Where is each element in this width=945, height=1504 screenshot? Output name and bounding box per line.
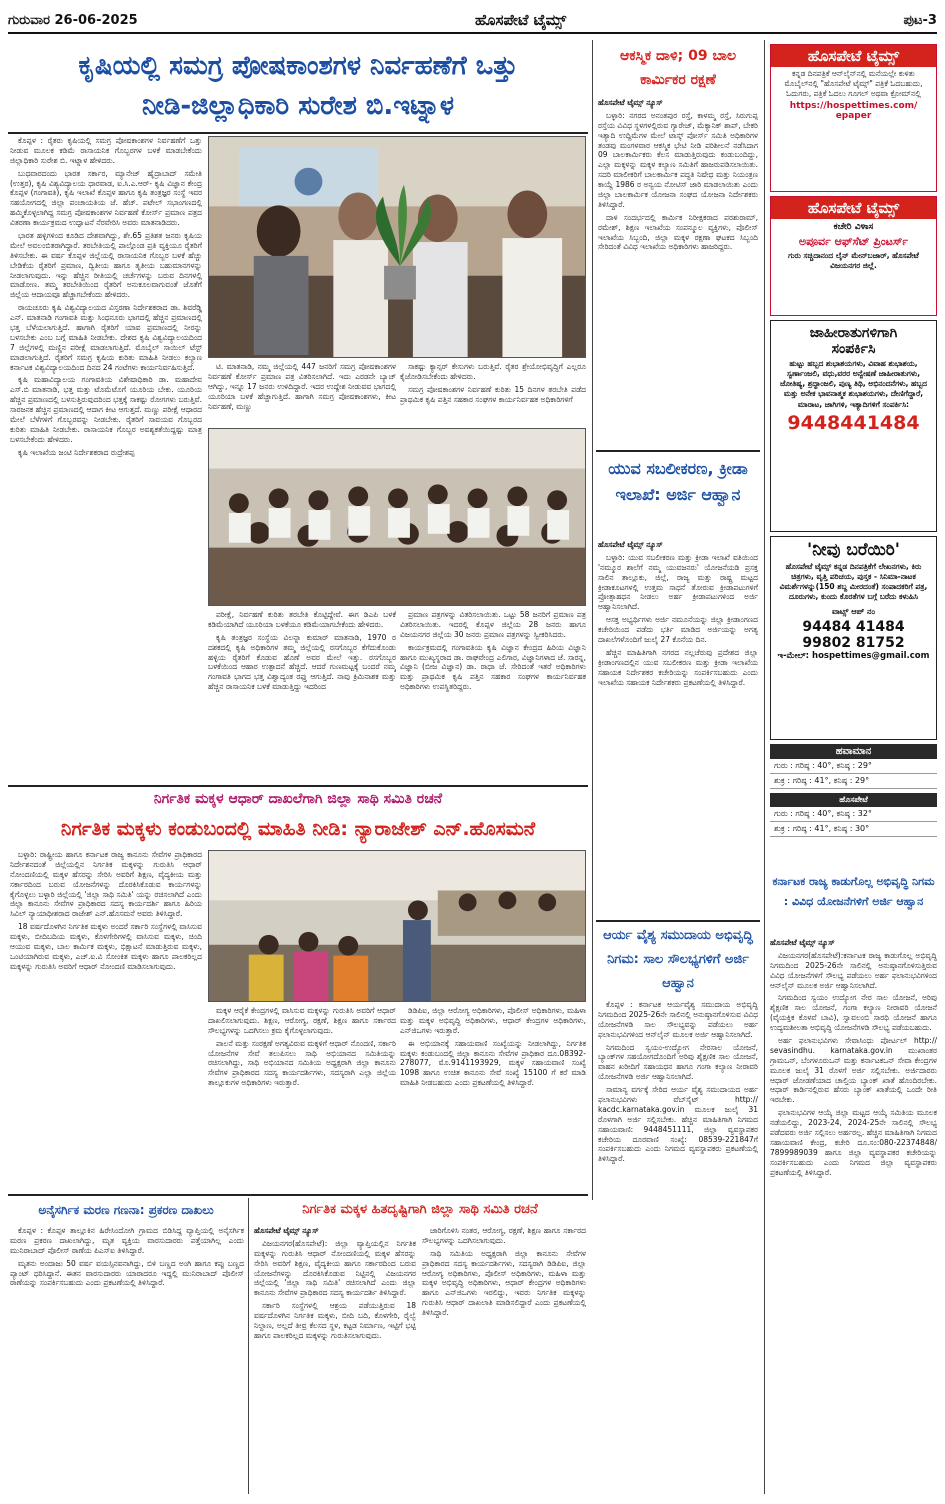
article-paragraph: ಡಿಡಿಪಿಐ, ಜಿಲ್ಲಾ ಆರೋಗ್ಯ ಅಧಿಕಾರಿಗಳು, ಪೊಲೀಸ್ ಅಧಿಕಾರಿಗಳು, ಮಹಿಳಾ ಮತ್ತು ಮಕ್ಕಳ ಅಭಿವೃದ್ಧಿ ಅಧಿಕಾರಿಗಳು, ಆಧಾರ್ ಕೇಂದ್ರಗಳ ಅಧಿಕಾರಿಗಳು, ಎನ್‌ಜಿಒಗಳು ಇರುತ್ತಾರೆ. [400, 1006, 586, 1035]
article-paragraph: ಪಾಲನೆ ಮತ್ತು ಸಂರಕ್ಷಣೆ ಅಗತ್ಯವಿರುವ ಮಕ್ಕಳಿಗೆ ಆಧಾರ್ ನೊಂದಣಿ, ಸರ್ಕಾರಿ ಯೋಜನೆಗಳ ಸೇವೆ ತಲುಪಿಸಲು ಸಾಥಿ ಅಭಿಯಾನದ ಸಮಿತಿಯನ್ನು ರಚಿಸಲಾಗಿದ್ದು, ಸಾಥಿ ಅಭಿಯಾನದ ಸಮಿತಿಯ ಅಧ್ಯಕ್ಷರಾಗಿ ಜಿಲ್ಲಾ ಕಾನೂನು ಸೇವೆಗಳ ಪ್ರಾಧಿಕಾರದ ಸದಸ್ಯ ಕಾರ್ಯದರ್ಶಿಗಳು, ಸದಸ್ಯರಾಗಿ ಎಲ್ಲಾ ಜಿಲ್ಲೆಯ ತಾಲ್ಲೂಕುಗಳ ಅಧಿಕಾರಿಗಳು ಇರುತ್ತಾರೆ. [208, 1038, 396, 1088]
article-paragraph: ಹೆಚ್ಚಿನ ಮಾಹಿತಿಗಾಗಿ ನಗರದ ನಲ್ಲಚೆರುವು ಪ್ರದೇಶದ ಜಿಲ್ಲಾ ಕ್ರೀಡಾಂಗಣದಲ್ಲಿನ ಯುವ ಸಬಲೀಕರಣ ಮತ್ತು ಕ್ರೀಡಾ ಇಲಾಖೆಯ ಸಹಾಯಕ ನಿರ್ದೇಶಕರ ಕಚೇರಿಯನ್ನು ಸಂಪರ್ಕಿಸಬಹುದು ಎಂದು ಇಲಾಖೆಯ ಸಹಾಯಕ ನಿರ್ದೇಶಕರು ಪ್ರಕಟಣೆಯಲ್ಲಿ ತಿಳಿಸಿದ್ದಾರೆ. [598, 647, 758, 687]
ads-contact-label: ಸಂಪರ್ಕಿಸಿ [831, 341, 876, 357]
article-paragraph: ಸರ್ಕಾರಿ ಸಂಸ್ಥೆಗಳಲ್ಲಿ ಆಶ್ರಯ ಪಡೆಯುತ್ತಿರುವ 18 ವರ್ಷದೊಳಗಿನ ನಿರ್ಗತಿಕ ಮಕ್ಕಳು, ಬೀದಿ ಬದಿ, ಕೊಳಗೇರಿ, ರೈಲ್ವೆ ನಿಲ್ದಾಣ, ಅಲ್ಲದೆ ತೀವ್ರ ಕೆಲಸದ ಸ್ಥಳ, ಕಟ್ಟಡ ನಿರ್ಮಾಣ, ಇಟ್ಟಿಗೆ ಭಟ್ಟಿ ಹಾಗೂ ಪಾಲಕರಿಲ್ಲದ ಮಕ್ಕಳನ್ನು ಗುರುತಿಸಲಾಗುವುದು. [254, 1301, 416, 1340]
yuva-body [598, 540, 758, 916]
lead-column-3a [400, 362, 586, 424]
office-address: ಗುರು ಸಚ್ಚಿದಾನಂದ ಲೈನ್ ಮೇನ್‌ಬಜಾರ್, ಹೊಸಪೇಟೆ ವಿಜಯನಗರ ಜಿಲ್ಲೆ. [788, 251, 919, 271]
epaper-url[interactable]: https://hospettimes.com/ epaper [789, 101, 918, 122]
article-paragraph: ಹೊಸಪೇಟೆ ಟೈಮ್ಸ್ ನ್ಯೂಸ್ [770, 938, 835, 947]
article-paragraph: ಕೃಷಿ ಮಹಾವಿದ್ಯಾಲಯ ಗಂಗಾವತಿಯ ವಿಶೇಷಾಧಿಕಾರಿ ಡಾ. ಮಹಾದೇವ ಎಸ್.ಬಿ ಮಾತನಾಡಿ, ಭತ್ತ ಮತ್ತು ಟೊಮೆಟೊಗೆ ಯೂರಿಯ ಬೇಕು. ಯೂರಿಯ ಹೆಚ್ಚಿನ ಪ್ರಮಾಣದಲ್ಲಿ ಬಳಸುತ್ತಿರುವುದರಿಂದ ಭತ್ತಕ್ಕೆ ಸಾಕಷ್ಟು ರೋಗಗಳು ಬರುತ್ತಿವೆ. ಸಾರಜನಕ ಹೆಚ್ಚಿನ ಪ್ರಮಾಣದಲ್ಲಿ ಆದಾಗ ಕೀಟ ಆಗುತ್ತದೆ. ಮಣ್ಣು ಪರೀಕ್ಷೆ ಆಧಾರದ ಮೇಲೆ ಬೆಳೆಗಳಿಗೆ ಗೊಬ್ಬರವನ್ನು ನೀಡಬೇಕು. ರೈತರಿಗೆ ಸಾವಯವ ಗೊಬ್ಬರದ ಕುರಿತು ಮಾಹಿತಿ ನೀಡಬೇಕು. ರಾಸಾಯನಿಕ ಗೊಬ್ಬರ ಅವಶ್ಯಕತೆಯಿದ್ದಷ್ಟು ಮಾತ್ರ ಬಳಸಬೇಕೆಂದು ಹೇಳಿದರು. [10, 375, 202, 444]
kadu-body [770, 938, 937, 1494]
article-paragraph: ವಿಜಯನಗರ(ಹೊಸಪೇಟೆ):ಕರ್ನಾಟಕ ರಾಜ್ಯ ಕಾಡುಗೊಲ್ಲ ಅಭಿವೃದ್ಧಿ ನಿಗಮದಿಂದ 2025-26ನೇ ಸಾಲಿನಲ್ಲಿ ಅನುಷ್ಠಾನಗೊಳಿಸುತ್ತಿರುವ ವಿವಿಧ ಯೋಜನೆಗಳಿಗೆ ಸೌಲಭ್ಯ ಪಡೆಯಲು ಅರ್ಹ ಫಲಾನುಭವಿಗಳಿಂದ ಆನ್‌ಲೈನ್ ಮೂಲಕ ಅರ್ಜಿ ಆಹ್ವಾನಿಸಲಾಗಿದೆ. [770, 950, 937, 990]
lead-headline-line2: ನೀಡಿ-ಜಿಲ್ಲಾಧಿಕಾರಿ ಸುರೇಶ ಬಿ.ಇಟ್ನಾಳ [142, 91, 454, 121]
epaper-ad-banner: ಹೊಸಪೇಟೆ ಟೈಮ್ಸ್ [771, 45, 936, 67]
child-column-1 [10, 850, 202, 1190]
child-column-2 [208, 1006, 396, 1190]
article-paragraph: ಮಕ್ಕಳ ಆರೈಕೆ ಕೇಂದ್ರಗಳಲ್ಲಿ ವಾಸಿಸುವ ಮಕ್ಕಳನ್ನು ಗುರುತಿಸಿ ಅವರಿಗೆ ಆಧಾರ್ ದಾಖಲಿಸಲಾಗುವುದು. ಶಿಕ್ಷಣ, ಆರೋಗ್ಯ, ರಕ್ಷಣೆ, ಶಿಕ್ಷಣ ಹಾಗೂ ಸರ್ಕಾರದ ಸೌಲಭ್ಯಗಳನ್ನು ಒದಗಿಸಲು ಕ್ರಮ ಕೈಗೊಳ್ಳಲಾಗುವುದು. [208, 1006, 396, 1035]
write-phone-2[interactable]: 99802 81752 [802, 635, 905, 652]
article-paragraph: ಕೃಷಿ ಇಲಾಖೆಯ ಜಂಟಿ ನಿರ್ದೇಶಕರಾದ ರುದ್ರೇಶಪ್ಪ [18, 447, 135, 457]
article-paragraph: ವಿಜಯನಗರ(ಹೊಸಪೇಟೆ): ಜಿಲ್ಲಾ ವ್ಯಾಪ್ತಿಯಲ್ಲಿನ ನಿರ್ಗತಿಕ ಮಕ್ಕಳನ್ನು ಗುರುತಿಸಿ ಆಧಾರ್ ನೋಂದಣಿಯಲ್ಲಿ ಮಕ್ಕಳ ಹೆಸರನ್ನು ಸೇರಿಸಿ ಅವರಿಗೆ ಶಿಕ್ಷಣ, ವೈದ್ಯಕೀಯ ಹಾಗೂ ಸರ್ಕಾರದಿಂದ ಬರುವ ಯೋಜನೆಗಳನ್ನು ದೊರಕಿಸಿಕೊಡುವ ನಿಟ್ಟಿನಲ್ಲಿ ವಿಜಯನಗರ ಜಿಲ್ಲೆಯಲ್ಲಿ 'ಜಿಲ್ಲಾ ಸಾಥಿ ಸಮಿತಿ' ರಚಿಸಲಾಗಿದೆ ಎಂದು ಜಿಲ್ಲಾ ಕಾನೂನು ಸೇವೆಗಳ ಪ್ರಾಧಿಕಾರದ ಸದಸ್ಯ ಕಾರ್ಯದರ್ಶಿ ತಿಳಿಸಿದ್ದಾರೆ. [254, 1238, 416, 1298]
article-paragraph: ಸಮಗ್ರ ಪೋಷಕಾಂಶಗಳ ನಿರ್ವಹಣೆ ಕುರಿತು 15 ದಿನಗಳ ತರಬೇತಿ ಪಡೆದ ಪ್ರಾಥಮಿಕ ಕೃಷಿ ಪತ್ತಿನ ಸಹಕಾರ ಸಂಘಗಳ ಕಾರ್ಯನಿರ್ವಹಕ ಅಧಿಕಾರಿಗಳಿಗೆ [400, 384, 586, 404]
kadu-headline: ಕರ್ನಾಟಕ ರಾಜ್ಯ ಕಾಡುಗೊಲ್ಲ ಅಭಿವೃದ್ಧಿ ನಿಗಮ : ವಿವಿಧ ಯೋಜನೆಗಳಿಗೆ ಅರ್ಜಿ ಆಹ್ವಾನ [772, 875, 935, 908]
write-phone-1[interactable]: 94484 41484 [802, 619, 905, 636]
article-paragraph: ನಿಗಮದಿಂದ ಸ್ವಯಂ ಉದ್ಯೋಗ ನೇರ ಸಾಲ ಯೋಜನೆ, ಅರಿವು ಶೈಕ್ಷಣಿಕ ಸಾಲ ಯೋಜನೆ, ಗಂಗಾ ಕಲ್ಯಾಣ ನೀರಾವರಿ ಯೋಜನೆ (ವೈಯಕ್ತಿಕ ಕೊಳವೆ ಬಾವಿ), ಸ್ವಾವಲಂಬಿ ಸಾರಥಿ ಯೋಜನೆ ಹಾಗೂ ಉದ್ಯಮಶೀಲತಾ ಅಭಿವೃದ್ಧಿ ಯೋಜನೆಗಳಡಿ ಸೌಲಭ್ಯ ಪಡೆಯಬಹುದು. [770, 993, 937, 1033]
article-paragraph: ಹೊಸಪೇಟೆ ಟೈಮ್ಸ್ ನ್ಯೂಸ್ [598, 98, 663, 107]
lead-column-1 [10, 136, 202, 781]
lead-column-3b [400, 610, 586, 781]
write-text: ಹೊಸಪೇಟೆ ಟೈಮ್ಸ್ ಕನ್ನಡ ದಿನಪತ್ರಿಕೆಗೆ ಲೇಖನಗಳು, ಕಿರು ಚಿತ್ರಗಳು, ವೃತ್ತಿ ಪರಿಚಯ, ಪುಸ್ತಕ - ಸಿನಿಮಾ-ನಾಟಕ ವಿಮರ್ಶೆಗಳನ್ನು(150 ಶಬ್ದ ಮೀರದಂತೆ) ಸಂಪಾದಕರಿಗೆ ಪತ್ರ, ದೂರುಗಳು, ಕುಂದು ಕೊರತೆಗಳ ಬಗ್ಗೆ ಬರೆದು ಕಳುಹಿಸಿ [779, 562, 928, 602]
epaper-ad-text: ಕನ್ನಡ ದಿನಪತ್ರಿಕೆ ಆನ್‌ಲೈನ್‌ನಲ್ಲಿ ಮನೆಯಲ್ಲೇ ಕುಳಿತು ಮೊಬೈಲ್‌ನಲ್ಲಿ "ಹೊಸಪೇಟೆ ಟೈಮ್ಸ್" ಪತ್ರಿಕೆ ಓದಬಹುದು, ಓದುಗರು, ಪತ್ರಿಕೆ ಓದಲು ಗೂಗಲ್ ಅಥವಾ ಕ್ರೋಮ್‌ನಲ್ಲಿ [784, 69, 923, 99]
article-paragraph: 18 ವರ್ಷದೊಳಗಿನ ನಿರ್ಗತಿಕ ಮಕ್ಕಳು ಅಂದರೆ ಸರ್ಕಾರಿ ಸಂಸ್ಥೆಗಳಲ್ಲಿ ವಾಸಿಸುವ ಮಕ್ಕಳು, ಬೀದಿಬದಿಯ ಮಕ್ಕಳು, ಕೊಳಗೇರಿಗಳಲ್ಲಿ ವಾಸಿಸುವ ಮಕ್ಕಳು, ಚಿಂದಿ ಆಯುವ ಮಕ್ಕಳು, ಬಾಲ ಕಾರ್ಮಿಕ ಮಕ್ಕಳು, ಭಿಕ್ಷಾಟನೆ ಮಾಡುತ್ತಿರುವ ಮಕ್ಕಳು, ಒಂಟಿಯಾಗಿರುವ ಮಕ್ಕಳು, ಎಚ್.ಐ.ವಿ ಸೋಂಕಿತ ಮಕ್ಕಳು ಹಾಗೂ ಪಾಲಕರಿಲ್ಲದ ಮಕ್ಕಳನ್ನು ಗುರುತಿಸಿ ಅವರಿಗೆ ಆಧಾರ್ ನೋಂದಣಿ ಮಾಡಿಸಲಾಗುವುದು. [10, 922, 202, 971]
paper-name: ಹೊಸಪೇಟೆ ಟೈಮ್ಸ್ [474, 11, 567, 29]
article-paragraph: ಬಳ್ಳಾರಿ: ರಾಷ್ಟ್ರೀಯ ಹಾಗೂ ಕರ್ನಾಟಕ ರಾಜ್ಯ ಕಾನೂನು ಸೇವೆಗಳ ಪ್ರಾಧಿಕಾರದ ನಿರ್ದೇಶನದಂತೆ ಜಿಲ್ಲೆಯಲ್ಲಿನ ನಿರ್ಗತಿಕ ಮಕ್ಕಳನ್ನು ಗುರುತಿಸಿ ಆಧಾರ್ ನೋಂದಣಿಯಲ್ಲಿ ಮಕ್ಕಳ ಹೆಸರನ್ನು ಸೇರಿಸಿ ಅವರಿಗೆ ಶಿಕ್ಷಣ, ವೈದ್ಯಕೀಯ ಮತ್ತು ಸರ್ಕಾರದಿಂದ ಬರುವ ಯೋಜನೆಗಳನ್ನು ದೊರಕಿಸಿಕೊಡುವ ಕಾರ್ಯಗಳನ್ನು ಕೈಗೊಳ್ಳಲು ಬಳ್ಳಾರಿ ಜಿಲ್ಲೆಯಲ್ಲಿ 'ಜಿಲ್ಲಾ ಸಾಥಿ ಸಮಿತಿ' ಯನ್ನು ರಚಿಸಲಾಗಿದೆ ಎಂದು ಜಿಲ್ಲಾ ಕಾನೂನು ಸೇವೆಗಳ ಪ್ರಾಧಿಕಾರದ ಸದಸ್ಯ ಕಾರ್ಯದರ್ಶಿ ಹಾಗೂ ಹಿರಿಯ ಸಿವಿಲ್ ನ್ಯಾಯಾಧೀಶರಾದ ರಾಜೇಶ್ ಎನ್.ಹೊಸಮನೆ ಅವರು ತಿಳಿಸಿದ್ದಾರೆ. [10, 850, 202, 919]
article-paragraph: ಪ್ರಮಾಣ ಪತ್ರಗಳನ್ನು ವಿತರಿಸಲಾಯಿತು. ಒಟ್ಟು 58 ಜನರಿಗೆ ಪ್ರಮಾಣ ಪತ್ರ ವಿತರಿಸಲಾಯಿತು. ಇದರಲ್ಲಿ ಕೊಪ್ಪಳ ಜಿಲ್ಲೆಯ 28 ಜನರು ಹಾಗೂ ವಿಜಯನಗರ ಜಿಲ್ಲೆಯ 30 ಜನರು ಪ್ರಮಾಣ ಪತ್ರಗಳನ್ನು ಸ್ವೀಕರಿಸಿದರು. [400, 610, 586, 639]
office-ad [770, 196, 937, 316]
article-paragraph: ಸಾಕಷ್ಟು ಕ್ಯಾನ್ಸರ್ ಕೇಸುಗಳು ಬರುತ್ತಿವೆ. ರೈತರ ಶ್ರೇಯೋಭಿವೃದ್ಧಿಗೆ ಎಲ್ಲರೂ ಕೈಜೋಡಿಸಬೇಕೆಂದು ಹೇಳಿದರು. [400, 362, 586, 381]
page-number: ಪುಟ-3 [903, 12, 937, 28]
write-title: 'ನೀವು ಬರೆಯಿರಿ' [807, 540, 900, 560]
ads-title: ಜಾಹೀರಾತುಗಳಿಗಾಗಿ [809, 325, 898, 341]
weather-city: ಹೊಸಪೇಟೆ [770, 793, 937, 807]
article-paragraph: ಕೊಪ್ಪಳ : ರೈತರು ಕೃಷಿಯಲ್ಲಿ ಸಮಗ್ರ ಪೋಷಕಾಂಶಗಳ ನಿರ್ವಹಣೆಗೆ ಒತ್ತು ನೀಡುವ ಮೂಲಕ ಕಡಿಮೆ ರಾಸಾಯನಿಕ ಗೊಬ್ಬರಗಳ ಬಳಕೆ ಮಾಡಬೇಕೆಂದು ಜಿಲ್ಲಾಧಿಕಾರಿ ಸುರೇಶ ಬಿ. ಇಟ್ನಾಳ ಹೇಳಿದರು. [10, 136, 202, 165]
lead-photo-plant-ceremony [208, 136, 586, 358]
office-name: ಅಪೂರ್ವ ಆಫ್‌ಸೆಟ್ ಪ್ರಿಂಟರ್ಸ್ [798, 235, 909, 249]
article-paragraph: ಆಸಕ್ತ ಅಭ್ಯರ್ಥಿಗಳು ಅರ್ಜಿ ನಮೂನೆಯನ್ನು ಜಿಲ್ಲಾ ಕ್ರೀಡಾಂಗಣದ ಕಚೇರಿಯಿಂದ ಪಡೆದು ಭರ್ತಿ ಮಾಡಿದ ಅರ್ಜಿಯನ್ನು ಅಗತ್ಯ ದಾಖಲೆಗಳೊಂದಿಗೆ ಜುಲೈ 27 ಕೊನೆಯ ದಿನ. [598, 615, 758, 645]
article-paragraph: ಬುಧವಾರದಂದು ಭಾರತ ಸರ್ಕಾರ, ಮ್ಯಾನೇಜ್ ಹೈದ್ರಾಬಾದ್ ಸಮೇತಿ (ಉತ್ತರ), ಕೃಷಿ ವಿಶ್ವವಿದ್ಯಾಲಯ ಧಾರವಾಡ, ಐ.ಸಿ.ಎ.ಆರ್- ಕೃಷಿ ವಿಜ್ಞಾನ ಕೇಂದ್ರ ಕೊಪ್ಪಳ (ಗಂಗಾವತಿ), ಕೃಷಿ ಇಲಾಖೆ ಕೊಪ್ಪಳ ಹಾಗೂ ಕೃಷಿ ತಂತ್ರಜ್ಞರ ಸಂಸ್ಥೆ ಇವರ ಸಹಯೋಗದಲ್ಲಿ ಜಿಲ್ಲಾ ಪಂಚಾಯತಿಯ ಜೆ. ಹೆಚ್. ಪಟೇಲ್ ಸಭಾಂಗಣದಲ್ಲಿ ಹಮ್ಮಿಕೊಳ್ಳಲಾಗಿದ್ದ ಸಮಗ್ರ ಪೋಷಕಾಂಶಗಳ ನಿರ್ವಹಣೆ ಕೋರ್ಸ್ ಪ್ರಮಾಣ ಪತ್ರದ ವಿತರಣಾ ಕಾರ್ಯಕ್ರಮದ ಉದ್ಘಾಟನೆ ನೆರವೇರಿಸಿ ಅವರು ಮಾತನಾಡಿದರು. [10, 168, 202, 228]
weather-box [770, 744, 937, 866]
article-paragraph: ಕೃಷಿ ತಂತ್ರಜ್ಞರ ಸಂಸ್ಥೆಯ ವಿಲನ್ನಾ ಕುಮಾರ್ ಮಾತನಾಡಿ, 1970 ರ ದಶಕದಲ್ಲಿ ಕೃಷಿ ಅಧಿಕಾರಿಗಳ ತಮ್ಮ ಜಿಲ್ಲೆಯಲ್ಲಿ ರಸಗೊಬ್ಬರ ಕೆಗೆದುಕೊಂಡು ಹಳ್ಳಿಯ ರೈತರಿಗೆ ಕೊಡುವ ಹೊಣೆ ಅವರ ಮೇಲೆ ಇತ್ತು. ರಸಗೊಬ್ಬರ ಬಳಕೆಯಿಂದ ಆಹಾರ ಉತ್ಪಾದನೆ ಹೆಚ್ಚಿದೆ. ಆದರೆ ಗುಣಮಟ್ಟಕ್ಕೆ ಬಂದರೆ ನಮ್ಮ ಗಂಗಾವತಿ ಭಾಗದ ಭತ್ತ ವಿಶ್ವಾದ್ಯಂತ ರಫ್ತು ಆಗುತ್ತಿದೆ. ನಾವು ಕ್ರಿಮಿನಾಶಕ ಮತ್ತು ಹೆಚ್ಚಿನ ರಾಸಾಯನಿಕ ಬಳಕೆ ಮಾಡುತ್ತಿದ್ದು ಇದರಿಂದ [208, 632, 396, 692]
unnatural-headline: ಅನೈಸರ್ಗಿಕ ಮರಣ ಗಣನಾ: ಪ್ರಕರಣ ದಾಖಲು [38, 1203, 214, 1217]
arya-headline: ಆರ್ಯ ವೈಶ್ಯ ಸಮುದಾಯ ಅಭಿವೃದ್ಧಿ ನಿಗಮ: ಸಾಲ ಸೌಲಭ್ಯಗಳಿಗೆ ಅರ್ಜಿ ಆಹ್ವಾನ [603, 928, 753, 991]
lead-column-2a [208, 362, 396, 424]
article-paragraph: ಫಲಾನುಭವಿಗಳ ಆಯ್ಕೆ ಜಿಲ್ಲಾ ಮಟ್ಟದ ಆಯ್ಕೆ ಸಮಿತಿಯ ಮೂಲಕ ನಡೆಯಲಿದ್ದು, 2023-24, 2024-25ನೇ ಸಾಲಿನಲ್ಲಿ ಸೌಲಭ್ಯ ಪಡೆದವರು ಅರ್ಜಿ ಸಲ್ಲಿಸಲು ಅರ್ಹರಲ್ಲ. ಹೆಚ್ಚಿನ ಮಾಹಿತಿಗಾಗಿ ನಿಗಮದ ಸಹಾಯವಾಣಿ ಕೇಂದ್ರ, ಕಚೇರಿ ದೂ.ಸಂ:080-22374848/ 7899989039 ಹಾಗೂ ಜಿಲ್ಲಾ ವ್ಯವಸ್ಥಾಪಕರ ಕಚೇರಿಯನ್ನು ಸಂಪರ್ಕಿಸಬಹುದು ಎಂದು ನಿಗಮದ ಜಿಲ್ಲಾ ವ್ಯವಸ್ಥಾಪಕರು ಪ್ರಕಟಣೆಯಲ್ಲಿ ತಿಳಿಸಿದ್ದಾರೆ. [770, 1108, 937, 1177]
lead-column-2b [208, 610, 396, 781]
article-paragraph: ಮೃತನು ಅಂದಾಜು 50 ವರ್ಷ ವಯಸ್ಸಿನವನಾಗಿದ್ದು, ಬಿಳಿ ಬಣ್ಣದ ಅಂಗಿ ಹಾಗೂ ಕಪ್ಪು ಬಣ್ಣದ ಪ್ಯಾಂಟ್ ಧರಿಸಿದ್ದಾನೆ. ಈತನ ವಾರಸುದಾರರು ಯಾರಾದರೂ ಇದ್ದಲ್ಲಿ ಮುನಿರಾಬಾದ್ ಪೊಲೀಸ್ ಠಾಣೆಯನ್ನು ಸಂಪರ್ಕಿಸಬಹುದು ಎಂದು ಪ್ರಕಟಣೆಯಲ್ಲಿ ತಿಳಿಸಿದ್ದಾರೆ. [10, 1258, 244, 1288]
child-photo-meeting [208, 850, 586, 1002]
saathi-column-2 [422, 1226, 586, 1494]
child-column-3 [400, 1006, 586, 1190]
article-paragraph: ಟಿ. ಮಾತನಾಡಿ, ನಮ್ಮ ಜಿಲ್ಲೆಯಲ್ಲಿ 447 ಜನರಿಗೆ ಸಮಗ್ರ ಪೋಷಕಾಂಶಗಳ ನಿರ್ವಹಣೆ ಕೋರ್ಸ್ ಪ್ರಮಾಣ ಪತ್ರ ವಿತರಿಸಲಾಗಿದೆ. ಇದು ಎರಡನೇ ಬ್ಯಾಚ್ ಆಗಿದ್ದು, ಇನ್ನೂ 17 ಜನರು ಉಳಿದಿದ್ದಾರೆ. ಇದರ ಉದ್ದೇಶ ನೀಡುವವ ಭಾಗದಲ್ಲಿ ಯೂರಿಯಾ ಬಳಕೆ ಹೆಚ್ಚಾಗುತ್ತಿದೆ. ಹಾಗಾಗಿ ಸಮಗ್ರ ಪೋಷಕಾಂಶಗಳು, ಕೀಟ ನಿರ್ವಹಣೆ, ಮಣ್ಣು [208, 362, 396, 411]
article-paragraph: ಬಳ್ಳಾರಿ: ಯುವ ಸಬಲೀಕರಣ ಮತ್ತು ಕ್ರೀಡಾ ಇಲಾಖೆ ವತಿಯಿಂದ 'ನಮ್ಮೂರ ಶಾಲೆಗೆ ನಮ್ಮ ಯುವಜನರು' ಯೋಜನೆಯಡಿ ಪ್ರಸಕ್ತ ಸಾಲಿನ ತಾಲ್ಲೂಕು, ಜಿಲ್ಲೆ, ರಾಜ್ಯ ಮತ್ತು ರಾಷ್ಟ್ರ ಮಟ್ಟದ ಕ್ರೀಡಾಕೂಟಗಳಲ್ಲಿ ಉತ್ತಮ ಸಾಧನೆ ತೋರುವ ಕ್ರೀಡಾಪಟುಗಳಿಗೆ ಪ್ರೋತ್ಸಾಹಧನ ನೀಡಲು ಅರ್ಹ ಕ್ರೀಡಾಪಟುಗಳಿಂದ ಅರ್ಜಿ ಆಹ್ವಾನಿಸಲಾಗಿದೆ. [598, 552, 758, 612]
article-paragraph: ಪರೀಕ್ಷೆ, ನಿರ್ವಹಣೆ ಕುರಿತು ತರಬೇತಿ ಕೊಟ್ಟಿದ್ದೇವೆ. ಈಗ ಡಿಎಪಿ ಬಳಕೆ ಕಡಿಮೆಯಾಗಿದೆ ಯೂರಿಯಾ ಬಳಕೆಯೂ ಕಡಿಮೆಯಾಗಬೇಕೆಂದು ಹೇಳಿದರು. [208, 610, 396, 629]
weather-row: ಗುರು : ಗರಿಷ್ಠ : 40°, ಕನಿಷ್ಠ : 32° [770, 807, 937, 822]
unnatural-body [10, 1226, 244, 1494]
yuva-headline: ಯುವ ಸಬಲೀಕರಣ, ಕ್ರೀಡಾ ಇಲಾಖೆ: ಅರ್ಜಿ ಆಹ್ವಾನ [608, 459, 748, 504]
article-paragraph: ಭಾರತ ಹಳ್ಳಿಗಳಿಂದ ಕೂಡಿದ ದೇಶವಾಗಿದ್ದು, ಶೇ.65 ಪ್ರತಿಶತ ಜನರು ಕೃಷಿಯ ಮೇಲೆ ಅವಲಂಬಿತರಾಗಿದ್ದಾರೆ. ತರಬೇತಿಯಲ್ಲಿ ಪಾಲ್ಗೊಂಡ ಪ್ರತಿ ವ್ಯಕ್ತಿಯೂ ರೈತರಿಗೆ ತಿಳಿಸಬೇಕು. ಈ ವರ್ಷ ಕೊಪ್ಪಳ ಜಿಲ್ಲೆಯಲ್ಲಿ ರಾಸಾಯನಿಕ ಗೊಬ್ಬರ ಬಳಕೆ ಹೆಚ್ಚು ಬೇಡಿಕೆಯ ರೈತರಿಗೆ ಪ್ರಮಾಣ, ದ್ವಿತೀಯ ಹಾಗೂ ತೃತೀಯ ಬಹುಮಾನಗಳನ್ನು ನೀಡಲಾಗುವುದು. ಇನ್ನು ಹೆಚ್ಚಿನ ರೀತಿಯಲ್ಲಿ ಚರ್ಚೆಗಳನ್ನು ಬರುವ ದಿನಗಳಲ್ಲಿ ಮಾಡೋಣ. ತಮ್ಮ ತರಬೇತಿಯಿಂದ ರೈತರಿಗೆ ಅನುಕೂಲವಾಗುವಂತೆ ಜೊತೆಗೆ ಜಿಲ್ಲೆಯ ಆದಾಯವೂ ಹೆಚ್ಚಾಗಬೇಕೆಂದು ಹೇಳಿದರು. [10, 231, 202, 300]
weather-row: ಗುರು : ಗರಿಷ್ಠ : 40°, ಕನಿಷ್ಠ : 29° [770, 759, 937, 774]
article-paragraph: ಈ ಅಭಿಯಾನಕ್ಕೆ ಸಹಾಯವಾಣಿ ಸಂಖ್ಯೆಯನ್ನು ನೀಡಲಾಗಿದ್ದು, ನಿರ್ಗತಿಕ ಮಕ್ಕಳು ಕಂಡುಬಂದಲ್ಲಿ ಜಿಲ್ಲಾ ಕಾನೂನು ಸೇವೆಗಳ ಪ್ರಾಧಿಕಾರ ದೂ.08392-278077, ಮೊ.9141193929, ಮಕ್ಕಳ ಸಹಾಯವಾಣಿ ಸಂಖ್ಯೆ 1098 ಹಾಗೂ ಉಚಿತ ಕಾನೂನು ಸೇವೆ ಸಂಖ್ಯೆ 15100 ಗೆ ಕರೆ ಮಾಡಿ ಮಾಹಿತಿ ನೀಡಬಹುದು ಎಂದು ಪ್ರಕಟಣೆಯಲ್ಲಿ ತಿಳಿಸಿದ್ದಾರೆ. [400, 1038, 586, 1088]
arya-body [598, 1000, 758, 1494]
article-paragraph: ಸಾಮಾನ್ಯ ವರ್ಗಕ್ಕೆ ಸೇರಿದ ಆರ್ಯ ವೈಶ್ಯ ಸಮುದಾಯದ ಅರ್ಹ ಫಲಾನುಭವಿಗಳು ವೆಬ್‌ಸೈಟ್ http:// kacdc.karnataka.gov.in ಮೂಲಕ ಜುಲೈ 31 ರೊಳಗಾಗಿ ಅರ್ಜಿ ಸಲ್ಲಿಸಬೇಕು. ಹೆಚ್ಚಿನ ಮಾಹಿತಿಗಾಗಿ ನಿಗಮದ ಸಹಾಯವಾಣಿ: 9448451111, ಜಿಲ್ಲಾ ವ್ಯವಸ್ಥಾಪಕರ ಕಚೇರಿಯ ದೂರವಾಣಿ ಸಂಖ್ಯೆ: 08539-221847ಗೆ ಸಂಪರ್ಕಿಸಬಹುದು ಎಂದು ನಿಗಮದ ವ್ಯವಸ್ಥಾಪಕರು ಪ್ರಕಟಣೆಯಲ್ಲಿ ತಿಳಿಸಿದ್ದಾರೆ. [598, 1085, 758, 1164]
article-paragraph: ದಾಳಿ ಸಂದರ್ಭದಲ್ಲಿ ಕಾರ್ಮಿಕ ನಿರೀಕ್ಷಕರಾದ ಪರಶುರಾಮ್, ರಮೇಶ್, ಶಿಕ್ಷಣ ಇಲಾಖೆಯ ಸಂಪನ್ಮೂಲ ವ್ಯಕ್ತಿಗಳು, ಪೊಲೀಸ್ ಇಲಾಖೆಯ ಸಿಬ್ಬಂದಿ, ಜಿಲ್ಲಾ ಮಕ್ಕಳ ರಕ್ಷಣಾ ಘಟಕದ ಸಿಬ್ಬಂದಿ ಸೇರಿದಂತೆ ವಿವಿಧ ಇಲಾಖೆಯ ಅಧಿಕಾರಿಗಳು ಹಾಜರಿದ್ದರು. [598, 212, 758, 252]
weather-row: ಶುಕ್ರ : ಗರಿಷ್ಠ : 41°, ಕನಿಷ್ಠ : 30° [770, 822, 937, 837]
article-paragraph: ನಿಗಮದಿಂದ ಸ್ವಯಂ-ಉದ್ಯೋಗ ನೇರಸಾಲ ಯೋಜನೆ, ಬ್ಯಾಂಕ್‌ಗಳ ಸಹಯೋಗದೊಂದಿಗೆ ಅರಿವು ಶೈಕ್ಷಣಿಕ ಸಾಲ ಯೋಜನೆ, ವಾಹನ ಖರೀದಿಗೆ ಸಹಾಯಧನ ಹಾಗೂ ಗಂಗಾ ಕಲ್ಯಾಣ ನೀರಾವರಿ ಯೋಜನೆಗಳಡಿ ಅರ್ಜಿ ಆಹ್ವಾನಿಸಲಾಗಿದೆ. [598, 1042, 758, 1082]
article-paragraph: ಜಾರಿಗೊಳಿಸಿ ನಂತರ, ಆರೋಗ್ಯ, ರಕ್ಷಣೆ, ಶಿಕ್ಷಣ ಹಾಗೂ ಸರ್ಕಾರದ ಸೌಲಭ್ಯಗಳನ್ನು ಒದಗಿಸಲಾಗುವುದು. [422, 1226, 586, 1245]
lead-photo-meeting-hall [208, 428, 586, 606]
issue-date: ಗುರುವಾರ 26-06-2025 [8, 12, 138, 28]
weather-title: ಹವಾಮಾನ [770, 744, 937, 759]
article-paragraph: ಕಾರ್ಯಕ್ರಮದಲ್ಲಿ ಗಂಗಾವತಿಯ ಕೃಷಿ ವಿಜ್ಞಾನ ಕೇಂದ್ರದ ಹಿರಿಯ ವಿಜ್ಞಾನಿ ಹಾಗೂ ಮುಖ್ಯಸ್ಥರಾದ ಡಾ. ರಾಘವೇಂದ್ರ ಎಲಿಗಾರ, ವಿಜ್ಞಾನಿಗಳಾದ ಜೆ. ಸಾರನ್ನ, ವಿಜ್ಞಾನಿ (ಬೀಜ ವಿಜ್ಞಾನ) ಡಾ. ರಾಧಾ ಜೆ. ಸೇರಿದಂತೆ ಇತರೆ ಅಧಿಕಾರಿಗಳು ಮತ್ತು ಪ್ರಾಥಮಿಕ ಕೃಷಿ ಪತ್ತಿನ ಸಹಕಾರ ಸಂಘಗಳ ಕಾರ್ಯನಿರ್ವಹಕ ಅಧಿಕಾರಿಗಳು ಉಪಸ್ಥಿತರಿದ್ದರು. [400, 642, 586, 692]
dal-body [598, 98, 758, 446]
weather-row: ಶುಕ್ರ : ಗರಿಷ್ಠ : 41°, ಕನಿಷ್ಠ : 29° [770, 774, 937, 789]
epaper-ad [770, 44, 937, 192]
child-kicker: ನಿರ್ಗತಿಕ ಮಕ್ಕಳ ಆಧಾರ್ ದಾಖಲೆಗಾಗಿ ಜಿಲ್ಲಾ ಸಾಥಿ ಸಮಿತಿ ರಚನೆ [153, 791, 443, 807]
ads-text: ಹುಟ್ಟು ಹಬ್ಬದ ಶುಭಾಶಯಗಳು, ವಿವಾಹ ಶುಭಾಶಯ, ಸ್ವರ್ಣಾಂಜಲಿ, ವಧು,ವರರ ಅನ್ವೇಷಣೆ ಜಾಹೀರಾತುಗಳು, ಜೋತಿಷ್ಯ, ಶ್ರದ್ಧಾಂಜಲಿ, ಪುಣ್ಯ ತಿಥಿ, ಅಭಿನಂದನೆಗಳು, ಹಬ್ಬದ ಮತ್ತು ಅನೇಕ ಭಾವನಾತ್ಮಕ ಶುಭಾಶಯಗಳು, ದೇಣಿಗೆದ್ದಾರೆ, ಮಾರಾಟ, ಜಾಗಿಗಳಿ, ಇತ್ಯಾದಿಗಳಿಗೆ ಸಂಪರ್ಕಿಸಿ: [779, 359, 928, 409]
article-paragraph: ರಾಯಚೂರು ಕೃಷಿ ವಿಶ್ವವಿದ್ಯಾಲಯದ ವಿಸ್ತರಣಾ ನಿರ್ದೇಶಕರಾದ ಡಾ. ಶಿವರೆಡ್ಡಿ ಎನ್. ಮಾತನಾಡಿ ಗಂಗಾವತಿ ಮತ್ತು ಸಿಂಧನೂರು ಭಾಗದಲ್ಲಿ ಹೆಚ್ಚಿನ ಪ್ರಮಾಣದಲ್ಲಿ ಭತ್ತ ಬೆಳೆಯಲಾಗುತ್ತಿದೆ. ಹಾಗಾಗಿ ರೈತರಿಗೆ ಯಾವ ಪ್ರಮಾಣದಲ್ಲಿ ನೀರನ್ನು ಬಳಸಬೇಕು ಎಂಬ ಬಗ್ಗೆ ಮಾಹಿತಿ ನೀಡಬೇಕು. ದೇಶದ ಕೃಷಿ ವಿಶ್ವವಿದ್ಯಾಲಯದಿಂದ 7 ಜಿಲ್ಲೆಗಳಲ್ಲಿ ಮಣ್ಣಿನ ಪರೀಕ್ಷೆ ಮಾಡಲಾಗುತ್ತಿದೆ. ಮೊಬೈಲ್ ಸಾಯಿಲ್ ಟೆಸ್ಟ್ ಮಾಡಲಾಗುತ್ತಿದೆ. ರೈತರಿಗೆ ಸಮಗ್ರ ಕೃಷಿಯ ಕುರಿತು ಮಾಹಿತಿ ನೀಡಲು ಕಲ್ಯಾಣ ಕರ್ನಾಟಕ ವಿಶ್ವವಿದ್ಯಾಲಯದಿಂದ ದಿನದ 24 ಗಂಟೆಗಳು ಕಾರ್ಯನಿರ್ವಹಿಸುತ್ತಿದೆ. [10, 303, 202, 372]
lead-headline-line1: ಕೃಷಿಯಲ್ಲಿ ಸಮಗ್ರ ಪೋಷಕಾಂಶಗಳ ನಿರ್ವಹಣೆಗೆ ಒತ್ತು [78, 51, 518, 81]
whatsapp-label: ವಾಟ್ಸ್ ಆಪ್ ನಂ [831, 606, 876, 616]
article-paragraph: ಕೊಪ್ಪಳ : ಕರ್ನಾಟಕ ಆರ್ಯವೈಶ್ಯ ಸಮುದಾಯ ಅಭಿವೃದ್ಧಿ ನಿಗಮದಿಂದ 2025-26ನೇ ಸಾಲಿನಲ್ಲಿ ಅನುಷ್ಠಾನಗೊಳಿಸುವ ವಿವಿಧ ಯೋಜನೆಗಳಡಿ ಸಾಲ ಸೌಲಭ್ಯವನ್ನು ಪಡೆಯಲು ಅರ್ಹ ಫಲಾನುಭವಿಗಳಿಂದ ಆನ್‌ಲೈನ್ ಮೂಲಕ ಅರ್ಜಿ ಆಹ್ವಾನಿಸಲಾಗಿದೆ. [598, 1000, 758, 1039]
article-paragraph: ಹೊಸಪೇಟೆ ಟೈಮ್ಸ್ ನ್ಯೂಸ್ [254, 1226, 319, 1235]
write-to-us-box [770, 536, 937, 740]
child-headline: ನಿರ್ಗತಿಕ ಮಕ್ಕಳು ಕಂಡುಬಂದಲ್ಲಿ ಮಾಹಿತಿ ನೀಡಿ: ನ್ಯಾರಾಜೇಶ್ ಎನ್.ಹೊಸಮನೆ [60, 818, 536, 840]
write-email[interactable]: ಇ-ಮೇಲ್: hospettimes@gmail.com [777, 651, 930, 662]
article-paragraph: ಕೊಪ್ಪಳ : ಕೊಪ್ಪಳ ತಾಲ್ಲೂಕಿನ ಹಿರೇಸಿಂದೋಗಿ ಗ್ರಾಮದ ಬಿಡಿಸಿದ್ದ ವ್ಯಾಪ್ತಿಯಲ್ಲಿ ಅನೈಸರ್ಗಿಕ ಮರಣ ಪ್ರಕರಣ ದಾಖಲಾಗಿದ್ದು, ಮೃತ ವ್ಯಕ್ತಿಯ ವಾರಸುದಾರರು ಪತ್ತೆಯಾಗಿಲ್ಲ ಎಂದು ಮುನಿರಾಬಾದ್ ಪೊಲೀಸ್ ಠಾಣೆಯ ಪಿಎಸ್‌ಐ ತಿಳಿಸಿದ್ದಾರೆ. [10, 1226, 244, 1255]
article-paragraph: ಸಾಥಿ ಸಮಿತಿಯ ಅಧ್ಯಕ್ಷರಾಗಿ ಜಿಲ್ಲಾ ಕಾನೂನು ಸೇವೆಗಳ ಪ್ರಾಧಿಕಾರದ ಸದಸ್ಯ ಕಾರ್ಯದರ್ಶಿಗಳು, ಸದಸ್ಯರಾಗಿ ಡಿಡಿಪಿಐ, ಜಿಲ್ಲಾ ಆರೋಗ್ಯ ಅಧಿಕಾರಿಗಳು, ಪೊಲೀಸ್ ಅಧಿಕಾರಿಗಳು, ಮಹಿಳಾ ಮತ್ತು ಮಕ್ಕಳ ಅಭಿವೃದ್ಧಿ ಅಧಿಕಾರಿಗಳು, ಆಧಾರ್ ಕೇಂದ್ರಗಳ ಅಧಿಕಾರಿಗಳು ಹಾಗೂ ಎನ್‌ಜಿಒಗಳು ಇರಲಿದ್ದು, ಇವರು ನಿರ್ಗತಿಕ ಮಕ್ಕಳನ್ನು ಗುರುತಿಸಿ ಆಧಾರ್ ದಾಖಲಾತಿ ಮಾಡಿಸಲಿದ್ದಾರೆ ಎಂದು ಪ್ರಕಟಣೆಯಲ್ಲಿ ತಿಳಿಸಿದ್ದಾರೆ. [422, 1248, 586, 1318]
ads-phone[interactable]: 9448441484 [787, 411, 920, 434]
dal-headline: ಆಕಸ್ಮಿಕ ದಾಳಿ; 09 ಬಾಲ ಕಾರ್ಮಿಕರ ರಕ್ಷಣೆ [619, 48, 737, 88]
office-ad-banner: ಹೊಸಪೇಟೆ ಟೈಮ್ಸ್ [771, 197, 936, 219]
masthead [8, 8, 937, 34]
article-paragraph: ಬಳ್ಳಾರಿ: ನಗರದ ಅನಂತಪುರ ರಸ್ತೆ, ಕಾಳಮ್ಮ ರಸ್ತೆ, ಸಿರುಗುಪ್ಪ ರಸ್ತೆಯ ವಿವಿಧ ಸ್ಥಳಗಳಲ್ಲಿರುವ ಗ್ಯಾರೇಜ್, ಮೆಕ್ಯಾನಿಕ್ ಶಾಪ್, ಬೇಕರಿ ಇತ್ಯಾದಿ ಉದ್ದಿಮೆಗಳ ಮೇಲೆ ಟಾಸ್ಕ್ ಪೋರ್ಸ್ ಸಮಿತಿ ಅಧಿಕಾರಿಗಳ ತಂಡವು ಮಂಗಳವಾರ ಆಕಸ್ಮಿಕ ಭೇಟಿ ನೀಡಿ ಪರಿಶೀಲನೆ ನಡೆಸಿದಾಗ 09 ಬಾಲಕಾರ್ಮಿಕರು ಕೆಲಸ ಮಾಡುತ್ತಿರುವುದು ಕಂಡುಬಂದಿದ್ದು, ಎಲ್ಲಾ ಮಕ್ಕಳನ್ನು ಮಕ್ಕಳ ಕಲ್ಯಾಣ ಸಮಿತಿಗೆ ಹಾಜರುಪಡಿಸಲಾಯಿತು. ಸದರಿ ಮಾಲೀಕರಿಗೆ ಬಾಲಕಾರ್ಮಿಕ ಪದ್ಧತಿ ನಿಷೇಧ ಮತ್ತು ನಿಯಂತ್ರಣ ಕಾಯ್ದೆ 1986 ರ ಅನ್ವಯ ನೋಟಿಸ್ ಜಾರಿ ಮಾಡಲಾಯಿತು ಎಂದು ಜಿಲ್ಲಾ ಬಾಲಕಾರ್ಮಿಕ ಯೋಜನಾ ಸಂಘದ ಯೋಜನಾ ನಿರ್ದೇಶಕರು ತಿಳಿಸಿದ್ದಾರೆ. [598, 110, 758, 209]
article-paragraph: ಅರ್ಹ ಫಲಾನುಭವಿಗಳು ಸೇವಾಸಿಂಧು ಪೋರ್ಟಲ್ http:// sevasindhu. karnataka.gov.in ಮುಖಾಂತರ ಗ್ರಾಮಒನ್, ಬೆಂಗಳೂರುಒನ್ ಮತ್ತು ಕರ್ನಾಟಕಒನ್ ಸೇವಾ ಕೇಂದ್ರಗಳ ಮೂಲಕ ಜುಲೈ 31 ರೊಳಗೆ ಅರ್ಜಿ ಸಲ್ಲಿಸಬೇಕು. ಅರ್ಜಿದಾರರು ಆಧಾರ್ ಜೋಡಣೆಯಾದ ಚಾಲ್ತಿಯ ಬ್ಯಾಂಕ್ ಖಾತೆ ಹೊಂದಿರಬೇಕು. ಆಧಾರ್ ಕಾರ್ಡಿನಲ್ಲಿರುವ ಹೆಸರು ಬ್ಯಾಂಕ್ ಖಾತೆಯಲ್ಲಿ ಒಂದೇ ರೀತಿ ಇರಬೇಕು. [770, 1036, 937, 1105]
ads-contact-box [770, 320, 937, 532]
saathi-headline: ನಿರ್ಗತಿಕ ಮಕ್ಕಳ ಹಿತದೃಷ್ಟಿಗಾಗಿ ಜಿಲ್ಲಾ ಸಾಥಿ ಸಮಿತಿ ರಚನೆ [302, 1202, 538, 1217]
office-label: ಕಚೇರಿ ವಿಳಾಸ [833, 222, 874, 232]
lead-headline [8, 46, 588, 130]
saathi-column-1 [254, 1226, 416, 1494]
article-paragraph: ಹೊಸಪೇಟೆ ಟೈಮ್ಸ್ ನ್ಯೂಸ್ [598, 540, 663, 549]
